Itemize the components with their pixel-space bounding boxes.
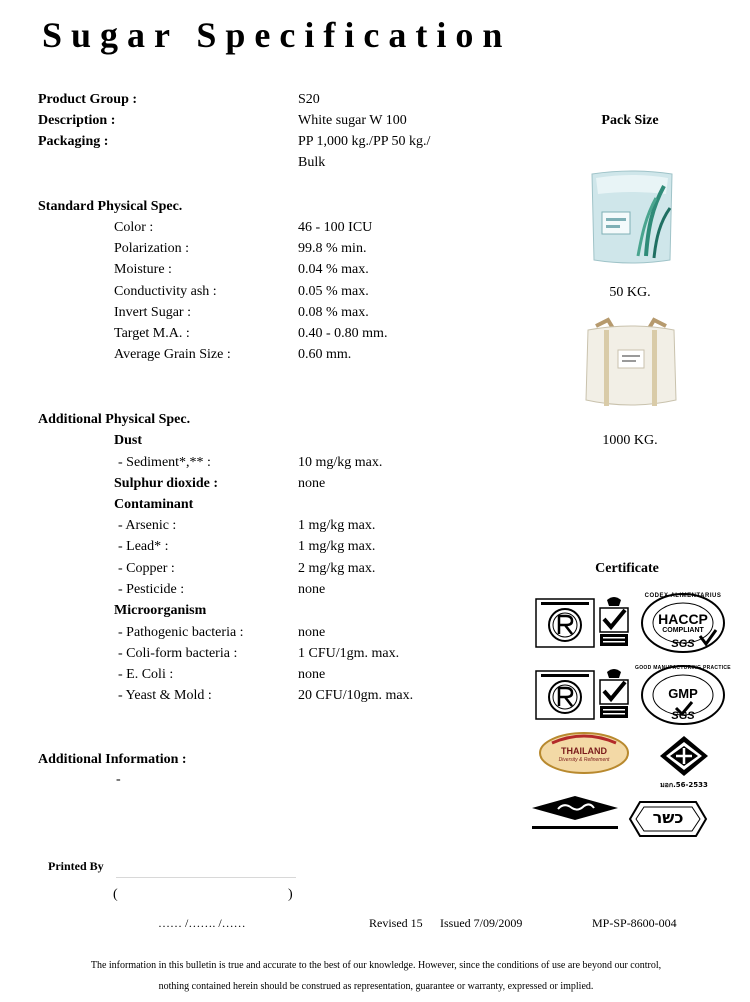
micro-value: 1 CFU/1gm. max. bbox=[298, 646, 400, 661]
contaminant-label-item: - Arsenic : bbox=[118, 518, 177, 533]
thailand-sub-text: Diversity & Refinement bbox=[558, 757, 610, 763]
printed-by-label: Printed By bbox=[48, 859, 104, 873]
sulphur-value: none bbox=[298, 476, 326, 491]
contaminant-value: 2 mg/kg max. bbox=[298, 561, 376, 576]
micro-label: - E. Coli : bbox=[118, 667, 174, 682]
haccp-main-text: HACCP bbox=[658, 611, 708, 627]
dust-label: Dust bbox=[114, 433, 143, 448]
contaminant-label-item: - Copper : bbox=[118, 561, 175, 576]
haccp-sub-text: COMPLIANT bbox=[662, 627, 704, 634]
paren-open: ( bbox=[113, 887, 118, 902]
sediment-label: - Sediment*,** : bbox=[118, 455, 211, 470]
description-value: White sugar W 100 bbox=[298, 113, 407, 128]
contaminant-label-item: - Pesticide : bbox=[118, 582, 185, 597]
spec-value: 0.04 % max. bbox=[298, 262, 369, 277]
issued-date: Issued 7/09/2009 bbox=[440, 916, 523, 930]
additional-info-value: - bbox=[116, 772, 121, 787]
tis-standard-mark-icon bbox=[656, 734, 712, 778]
micro-label: - Coli-form bacteria : bbox=[118, 646, 238, 661]
accreditation-check-icon bbox=[597, 594, 631, 648]
spec-value: 46 - 100 ICU bbox=[298, 220, 373, 235]
tis-number-text: มอก.56-2533 bbox=[660, 781, 708, 789]
contaminant-value: 1 mg/kg max. bbox=[298, 539, 376, 554]
product-group-label: Product Group : bbox=[38, 92, 138, 107]
sediment-value: 10 mg/kg max. bbox=[298, 455, 383, 470]
printed-by-line bbox=[116, 876, 296, 878]
gmp-main-text: GMP bbox=[668, 686, 698, 701]
contaminant-value: 1 mg/kg max. bbox=[298, 518, 376, 533]
bulk-bag-1000kg-label: 1000 KG. bbox=[602, 433, 658, 448]
registered-quality-cert-logo bbox=[535, 598, 595, 648]
document-number: MP-SP-8600-004 bbox=[592, 916, 677, 930]
thailand-main-text: THAILAND bbox=[561, 746, 607, 756]
product-group-value: S20 bbox=[298, 92, 320, 107]
certificate-title: Certificate bbox=[595, 561, 659, 576]
haccp-sgs-text: SGS bbox=[671, 638, 695, 650]
microorganism-label: Microorganism bbox=[114, 603, 207, 618]
spec-label: Average Grain Size : bbox=[114, 347, 231, 362]
spec-value: 0.40 - 0.80 mm. bbox=[298, 326, 388, 341]
disclaimer-line-2: nothing contained herein should be construed as representation, guarantee or warranty, expressed or implied. bbox=[158, 981, 594, 992]
gmp-sgs-text: SGS bbox=[671, 710, 695, 722]
additional-physical-heading: Additional Physical Spec. bbox=[38, 412, 191, 427]
spec-label: Polarization : bbox=[114, 241, 190, 256]
standard-physical-heading: Standard Physical Spec. bbox=[38, 199, 183, 214]
bag-50kg-label: 50 KG. bbox=[609, 285, 651, 300]
spec-value: 99.8 % min. bbox=[298, 241, 367, 256]
page-title: Sugar Specification bbox=[42, 15, 512, 55]
accreditation-check-icon bbox=[597, 666, 631, 720]
description-label: Description : bbox=[38, 113, 116, 128]
registered-quality-cert-logo bbox=[535, 670, 595, 720]
paren-close: ) bbox=[288, 887, 293, 902]
revision-text: Revised 15 bbox=[369, 916, 423, 930]
contaminant-value: none bbox=[298, 582, 326, 597]
kosher-text: כשר bbox=[652, 808, 684, 827]
micro-value: none bbox=[298, 667, 326, 682]
pack-size-title: Pack Size bbox=[601, 113, 659, 128]
additional-info-heading: Additional Information : bbox=[38, 752, 187, 767]
micro-label: - Yeast & Mold : bbox=[118, 688, 212, 703]
packaging-label: Packaging : bbox=[38, 134, 109, 149]
contaminant-label: Contaminant bbox=[114, 497, 194, 512]
spec-value: 0.05 % max. bbox=[298, 284, 369, 299]
packaging-value-2: Bulk bbox=[298, 155, 326, 170]
micro-value: 20 CFU/10gm. max. bbox=[298, 688, 414, 703]
date-blank: …… /……. /…… bbox=[158, 916, 246, 930]
micro-label: - Pathogenic bacteria : bbox=[118, 625, 244, 640]
spec-label: Target M.A. : bbox=[114, 326, 190, 341]
spec-label: Invert Sugar : bbox=[114, 305, 191, 320]
spec-value: 0.60 mm. bbox=[298, 347, 352, 362]
disclaimer-line-1: The information in this bulletin is true and accurate to the best of our knowledge. However, since the conditions of use are beyond our control, bbox=[90, 960, 662, 971]
spec-label: Color : bbox=[114, 220, 154, 235]
gmp-ring-text: GOOD MANUFACTURING PRACTICE bbox=[635, 665, 731, 671]
sugar-bag-50kg-image bbox=[586, 168, 678, 268]
contaminant-label-item: - Lead* : bbox=[118, 539, 169, 554]
micro-value: none bbox=[298, 625, 326, 640]
sulphur-label: Sulphur dioxide : bbox=[114, 476, 219, 491]
spec-label: Moisture : bbox=[114, 262, 172, 277]
bulk-bag-1000kg-image bbox=[582, 316, 680, 412]
packaging-value-1: PP 1,000 kg./PP 50 kg./ bbox=[298, 134, 431, 149]
halal-logo bbox=[528, 794, 622, 834]
haccp-ring-text: CODEX ALIMENTARIUS bbox=[644, 593, 722, 599]
spec-label: Conductivity ash : bbox=[114, 284, 217, 299]
spec-value: 0.08 % max. bbox=[298, 305, 369, 320]
